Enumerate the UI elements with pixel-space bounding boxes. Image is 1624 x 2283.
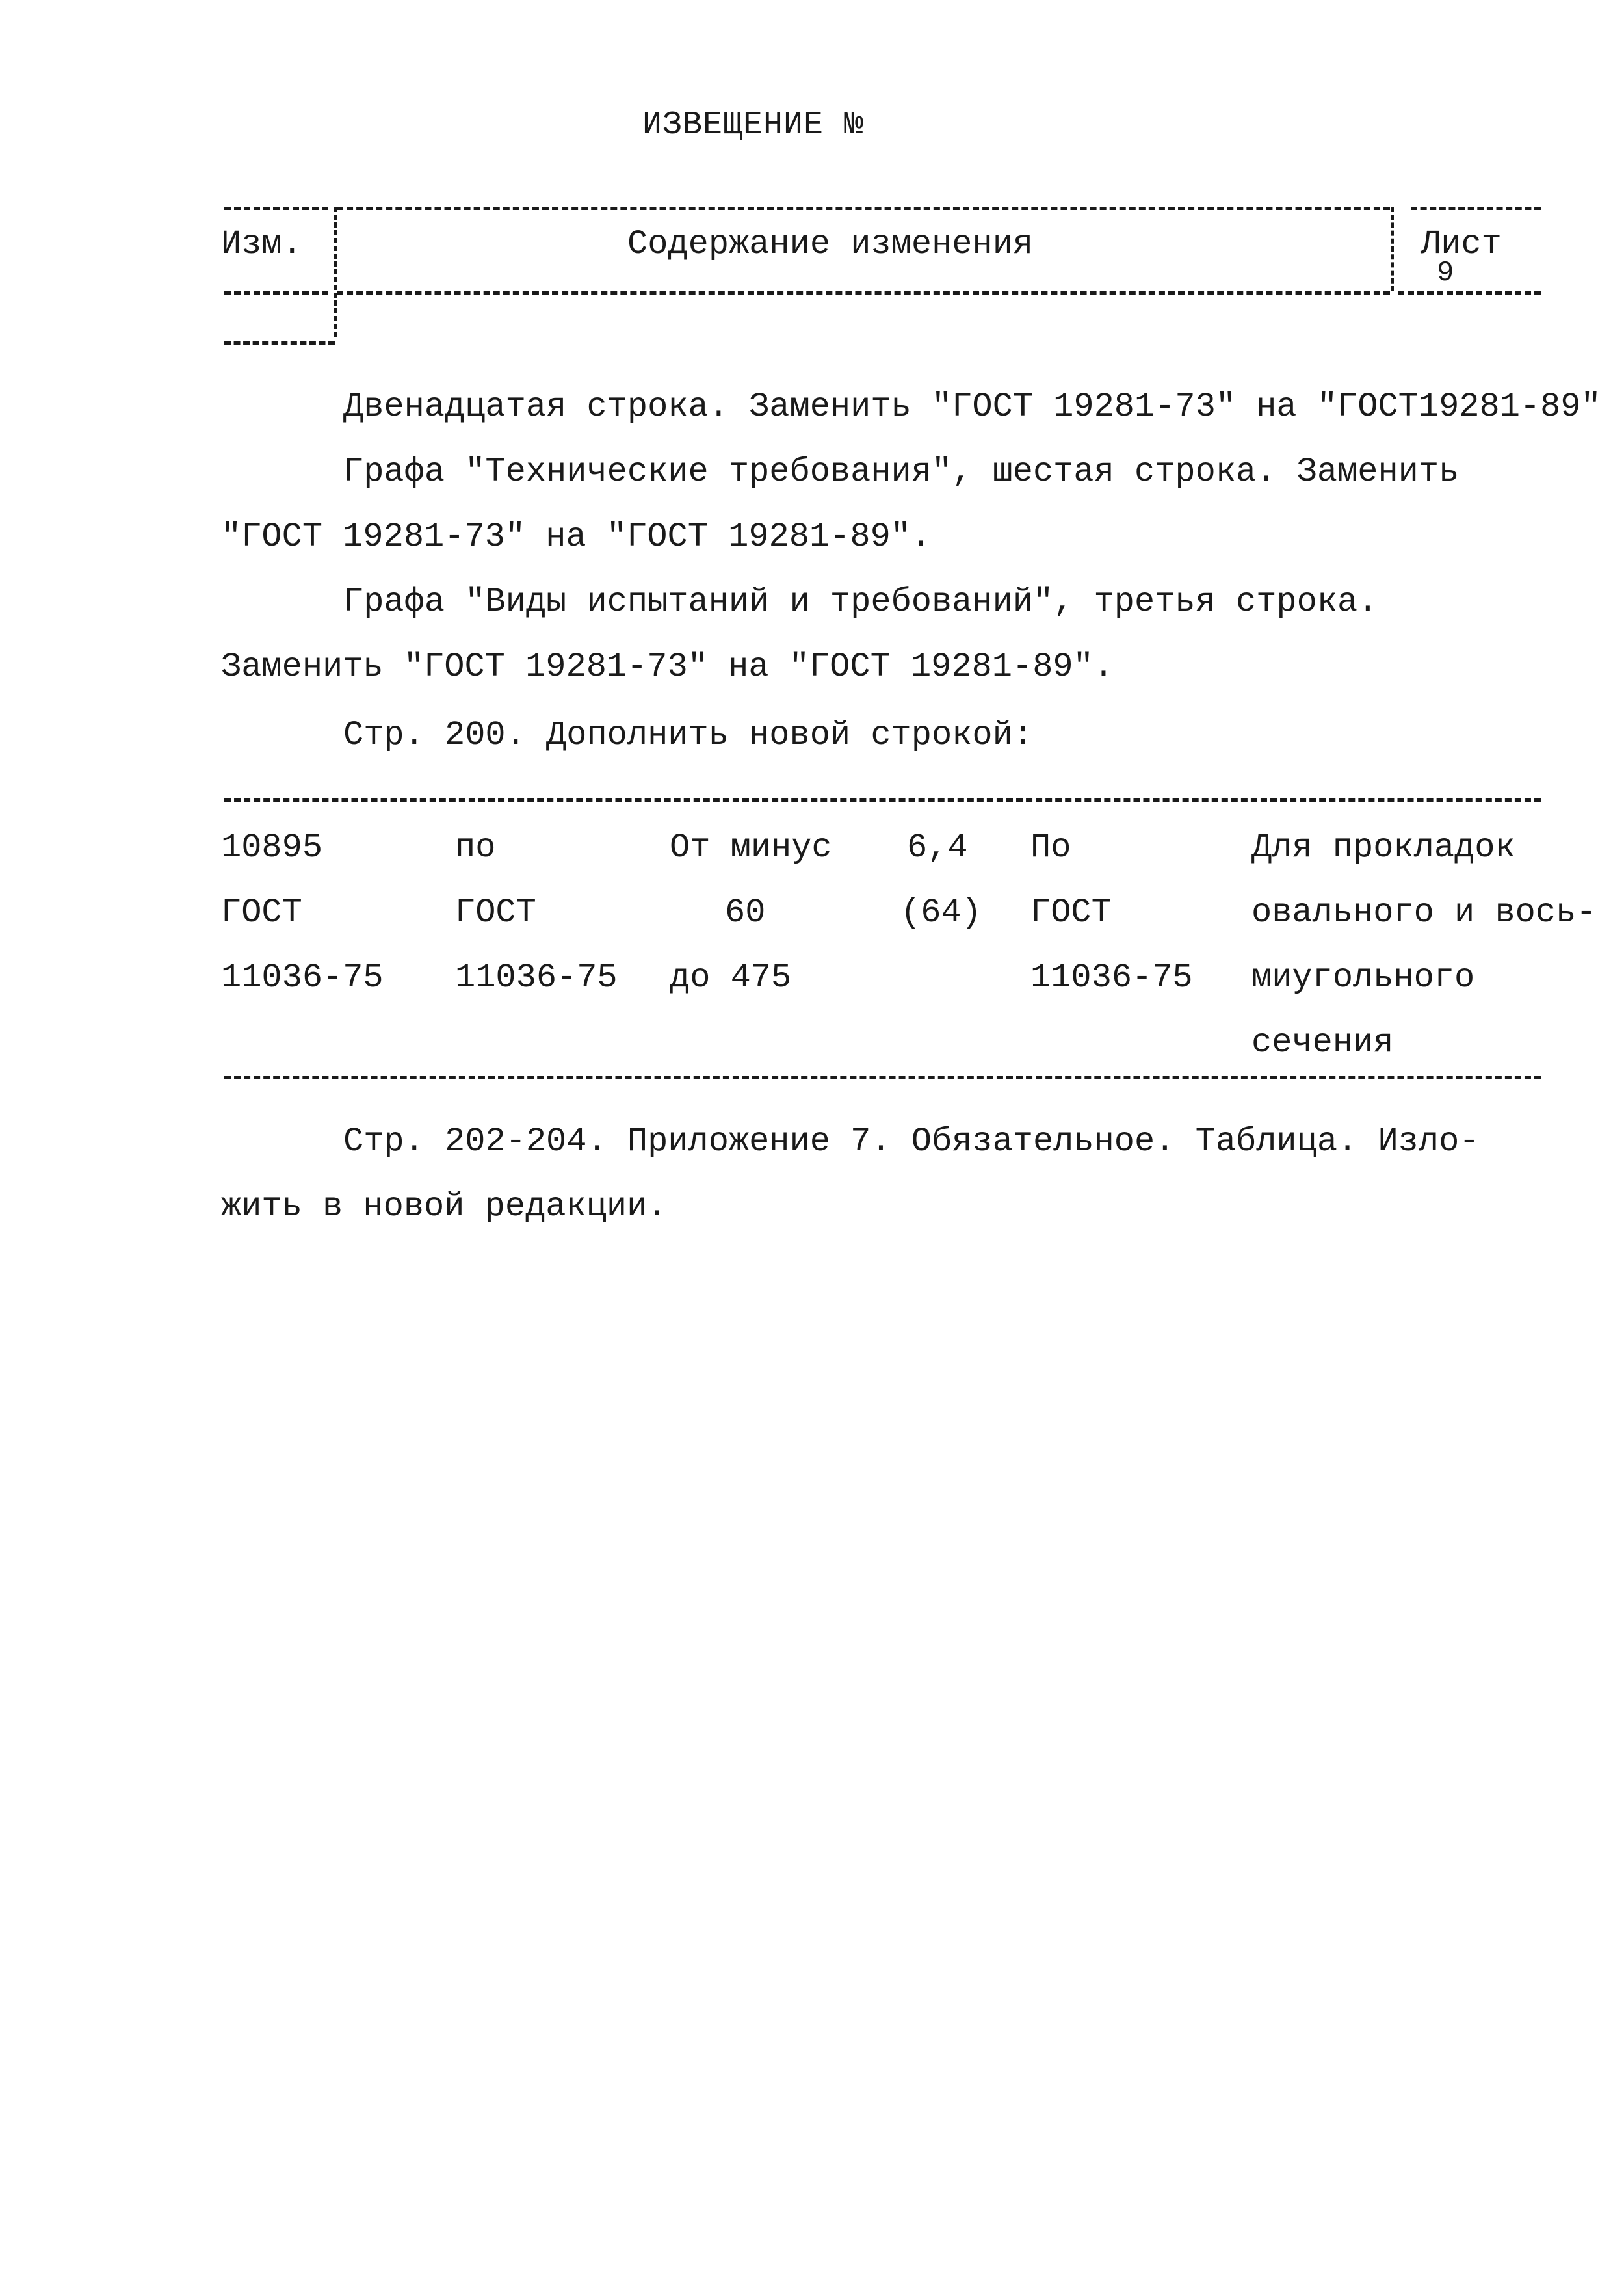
table-c5-line2: ГОСТ [1030, 893, 1112, 932]
table-c3-line2: 60 [725, 893, 766, 932]
table-c2-line1: по [455, 828, 496, 867]
change-cell-bottom-rule [224, 341, 335, 345]
table-c5-line3: 11036-75 [1030, 958, 1193, 997]
table-bottom-rule [224, 1076, 1541, 1079]
header-bottom-rule-left [224, 291, 328, 295]
header-bottom-rule-middle [337, 291, 1390, 295]
table-top-rule [224, 798, 1541, 802]
header-content-label: Содержание изменения [627, 225, 1034, 263]
paragraph-page-202-204-line1: Стр. 202-204. Приложение 7. Обязательное. Таблица. Изло- [343, 1122, 1480, 1161]
header-top-rule-middle [337, 207, 1390, 210]
paragraph-test-types-line1: Графа "Виды испытаний и требований", третья строка. [343, 583, 1378, 621]
table-c2-line2: ГОСТ [455, 893, 536, 932]
table-c4-line1: 6,4 [907, 828, 968, 867]
table-c4-line2: (64) [900, 893, 982, 932]
header-sheet-label: Лист [1421, 225, 1502, 263]
header-divider-right [1391, 207, 1394, 291]
paragraph-technical-requirements-line2: "ГОСТ 19281-73" на "ГОСТ 19281-89". [221, 518, 932, 556]
header-sheet-number: 9 [1437, 257, 1454, 289]
table-c2-line3: 11036-75 [455, 958, 618, 997]
paragraph-page-200: Стр. 200. Дополнить новой строкой: [343, 716, 1033, 754]
table-c5-line1: По [1030, 828, 1071, 867]
notice-title: ИЗВЕЩЕНИЕ № [642, 107, 865, 144]
table-c6-line1: Для прокладок [1251, 828, 1515, 867]
table-c6-line2: овального и вось- [1251, 893, 1597, 932]
paragraph-test-types-line2: Заменить "ГОСТ 19281-73" на "ГОСТ 19281-89". [221, 648, 1114, 686]
paragraph-technical-requirements-line1: Графа "Технические требования", шестая строка. Заменить [343, 453, 1460, 491]
table-c1-line2: ГОСТ [221, 893, 302, 932]
header-top-rule-left [224, 207, 328, 210]
table-c1-line3: 11036-75 [221, 958, 384, 997]
paragraph-twelfth-line: Двенадцатая строка. Заменить "ГОСТ 19281-73" на "ГОСТ19281-89" [343, 388, 1601, 426]
table-c3-line1: От минус [670, 828, 832, 867]
header-change-label: Изм. [221, 225, 302, 263]
table-c3-line3: до 475 [670, 958, 792, 997]
table-c1-line1: 10895 [221, 828, 323, 867]
table-c6-line4: сечения [1251, 1023, 1394, 1062]
header-top-rule-right [1411, 207, 1541, 210]
header-divider-left [334, 207, 337, 337]
paragraph-page-202-204-line2: жить в новой редакции. [221, 1187, 668, 1226]
table-c6-line3: миугольного [1251, 958, 1475, 997]
header-bottom-rule-right [1398, 291, 1541, 295]
